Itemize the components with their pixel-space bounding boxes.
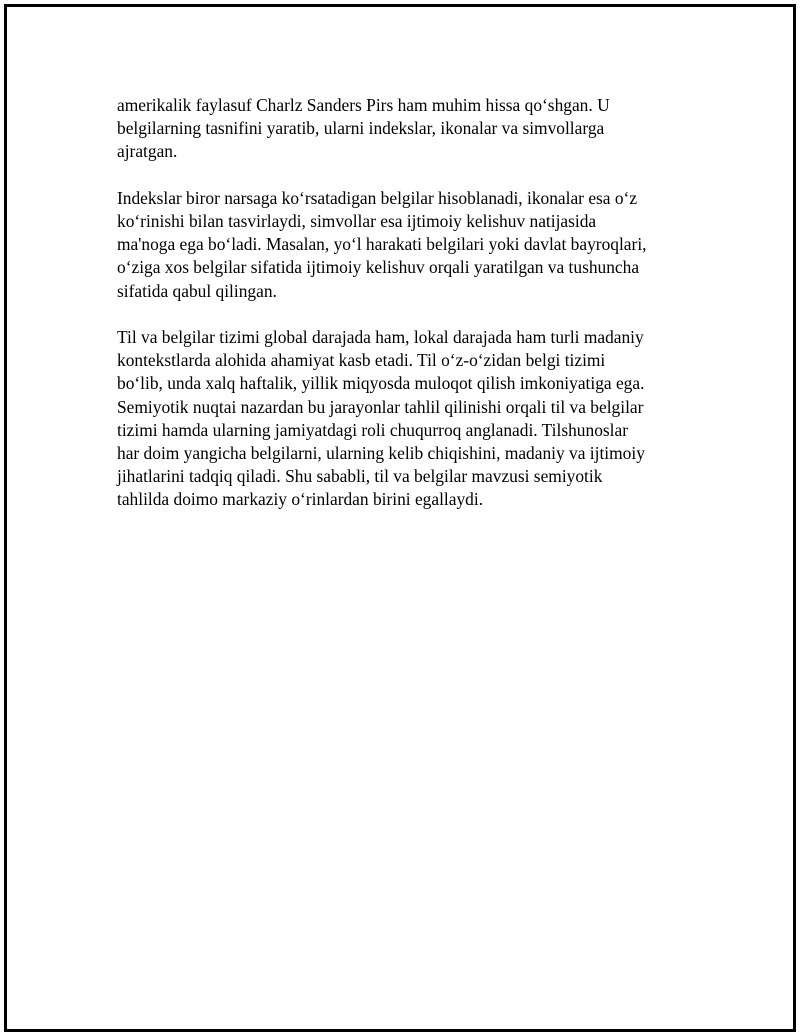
paragraph-line: Semiyotik nuqtai nazardan bu jarayonlar tahlil qilinishi orqali til va belgilar xyxy=(117,396,644,417)
paragraph-line: amerikalik faylasuf Charlz Sanders Pirs ham muhim hissa qoʻshgan. U xyxy=(117,95,610,115)
paragraph-2 xyxy=(117,187,697,303)
paragraph-line: ajratgan. xyxy=(117,141,178,162)
paragraph-line: jihatlarini tadqiq qiladi. Shu sababli, til va belgilar mavzusi semiyotik xyxy=(117,466,603,487)
paragraph-line: tahlilda doimo markaziy oʻrinlardan birini egallaydi. xyxy=(117,489,484,510)
paragraph-line: boʻlib, unda xalq haftalik, yillik miqyosda muloqot qilish imkoniyatiga ega. xyxy=(117,373,645,394)
paragraph-line: koʻrinishi bilan tasvirlaydi, simvollar esa ijtimoiy kelishuv natijasida xyxy=(117,211,597,231)
paragraph-line: belgilarning tasnifini yaratib, ularni indekslar, ikonalar va simvollarga xyxy=(117,118,605,139)
document-body xyxy=(117,94,697,535)
paragraph-3 xyxy=(117,326,697,512)
paragraph-line: Til va belgilar tizimi global darajada ham, lokal darajada ham turli madaniy xyxy=(117,327,644,347)
paragraph-line: kontekstlarda alohida ahamiyat kasb etadi. Til oʻz-oʻzidan belgi tizimi xyxy=(117,350,606,371)
paragraph-line: har doim yangicha belgilarni, ularning kelib chiqishini, madaniy va ijtimoiy xyxy=(117,443,645,464)
paragraph-1 xyxy=(117,94,697,164)
paragraph-line: Indekslar biror narsaga koʻrsatadigan belgilar hisoblanadi, ikonalar esa oʻz xyxy=(117,187,638,208)
paragraph-line: ma'noga ega boʻladi. Masalan, yoʻl harakati belgilari yoki davlat bayroqlari, xyxy=(117,234,647,255)
paragraph-line: tizimi hamda ularning jamiyatdagi roli chuqurroq anglanadi. Tilshunoslar xyxy=(117,419,629,440)
paragraph-line: sifatida qabul qilingan. xyxy=(117,280,277,301)
paragraph-line: oʻziga xos belgilar sifatida ijtimoiy kelishuv orqali yaratilgan va tushuncha xyxy=(117,257,640,278)
